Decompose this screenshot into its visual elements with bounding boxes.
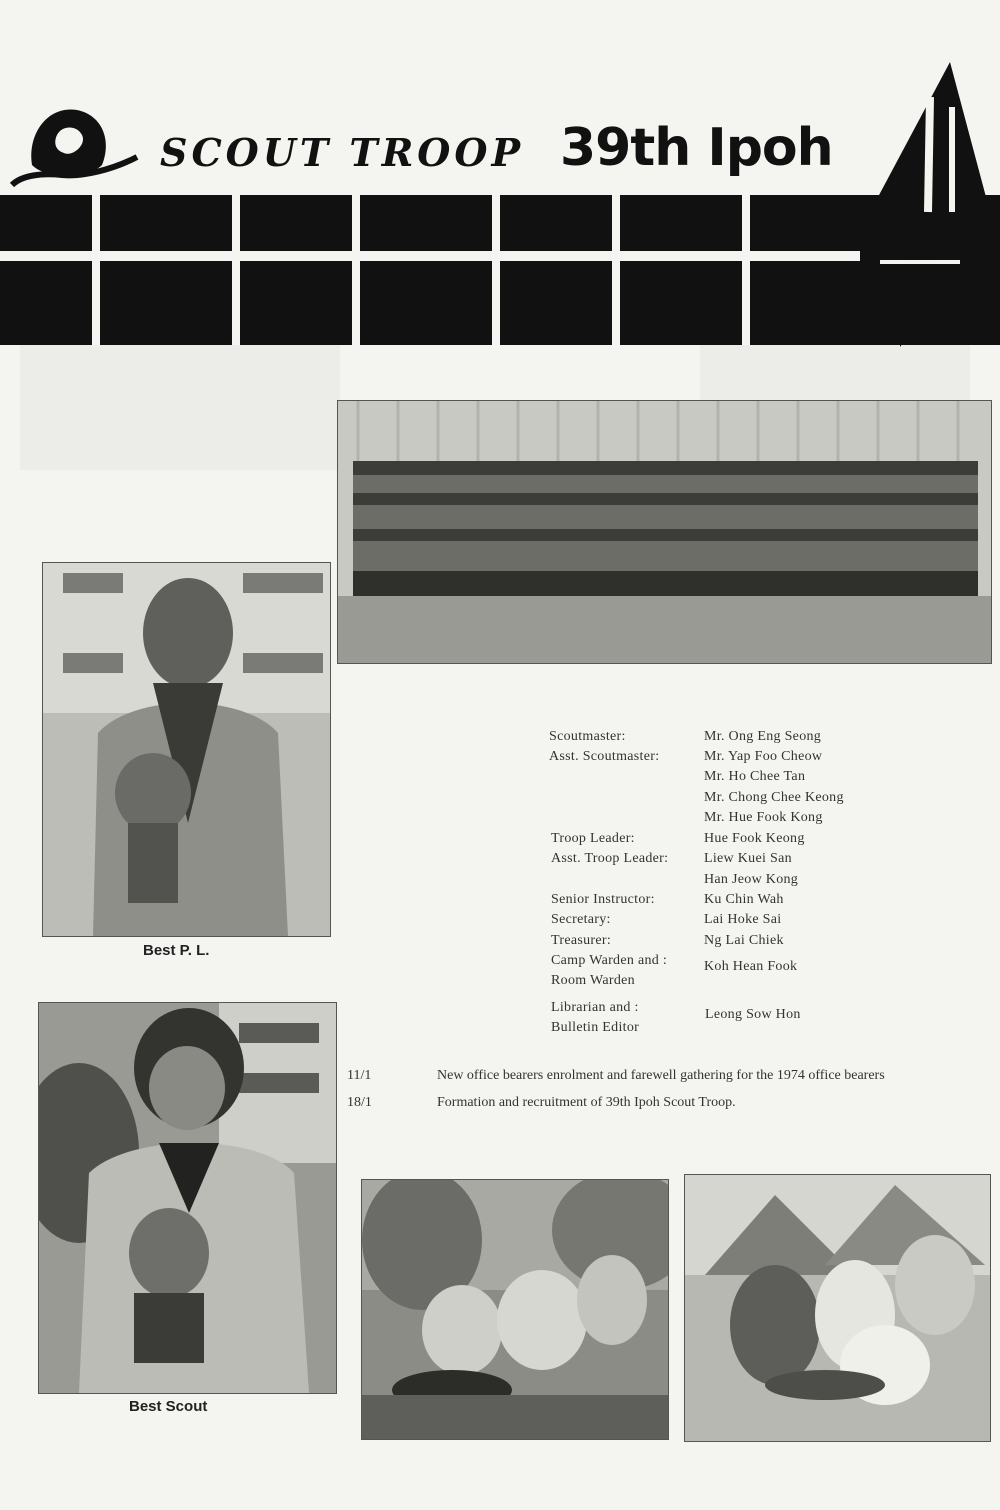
bearer-name: Mr. Hue Fook Kong — [704, 810, 823, 825]
bearer-name: Mr. Ong Eng Seong — [704, 729, 822, 744]
scout-hat-icon — [2, 95, 142, 195]
role-label: Scoutmaster: — [549, 729, 626, 744]
title-scout-troop: SCOUT TROOP — [160, 130, 525, 175]
bearer-name: Mr. Chong Chee Keong — [704, 790, 844, 805]
best-scout-caption: Best Scout — [129, 1398, 208, 1415]
bearer-name: Hue Fook Keong — [704, 831, 805, 846]
role-label: Senior Instructor: — [551, 892, 655, 907]
bearer-name: Lai Hoke Sai — [704, 912, 782, 927]
role-label: Troop Leader: — [551, 831, 635, 846]
role-label: Asst. Scoutmaster: — [549, 749, 660, 764]
bearer-name: Koh Hean Fook — [704, 959, 798, 974]
best-scout-photo — [38, 1002, 337, 1394]
bearer-name: Leong Sow Hon — [705, 1007, 801, 1022]
bearer-name: Ku Chin Wah — [704, 892, 784, 907]
role-label-line2: Bulletin Editor — [551, 1020, 640, 1035]
role-label: Asst. Troop Leader: — [551, 851, 669, 866]
event-text: Formation and recruitment of 39th Ipoh Scout Troop. — [437, 1095, 736, 1110]
role-label: Camp Warden and : — [551, 953, 668, 968]
title-troop-number: 39th Ipoh — [560, 118, 833, 178]
bearer-name: Ng Lai Chiek — [704, 933, 784, 948]
event-date: 11/1 — [347, 1068, 372, 1083]
bearer-name: Liew Kuei San — [704, 851, 792, 866]
fleur-de-lis-sail-icon — [840, 62, 1000, 352]
bearer-name: Han Jeow Kong — [704, 872, 799, 887]
event-date: 18/1 — [347, 1095, 372, 1110]
event-text: New office bearers enrolment and farewell gathering for the 1974 office bearers — [437, 1068, 885, 1083]
best-pl-caption: Best P. L. — [143, 942, 210, 959]
role-label: Librarian and : — [551, 1000, 639, 1015]
troop-group-photo — [337, 400, 992, 664]
role-label-line2: Room Warden — [551, 973, 635, 988]
bearer-name: Mr. Yap Foo Cheow — [704, 749, 823, 764]
role-label: Treasurer: — [551, 933, 612, 948]
bearer-name: Mr. Ho Chee Tan — [704, 769, 806, 784]
best-pl-photo — [42, 562, 331, 937]
campsite-photo — [684, 1174, 991, 1442]
role-label: Secretary: — [551, 912, 611, 927]
cooking-activity-photo — [361, 1179, 669, 1440]
